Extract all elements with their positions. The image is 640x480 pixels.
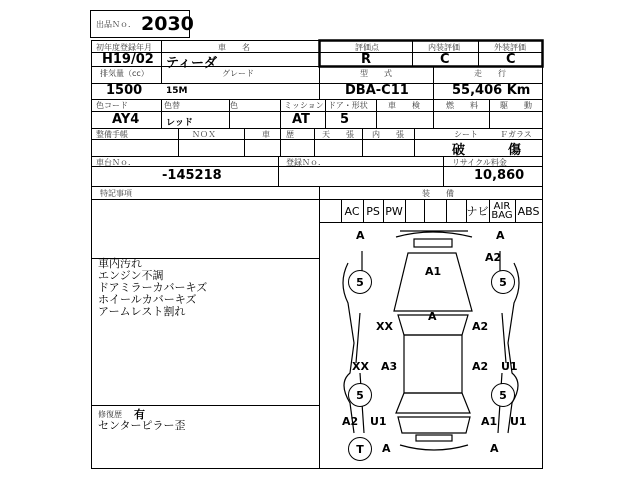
door-shape-value: 5 <box>340 112 350 127</box>
color-value: レッド <box>166 118 193 128</box>
mark-door-left-rear-1: XX <box>352 360 369 373</box>
mark-front-left: A <box>356 229 365 242</box>
door-shape-label: ドア・形状 <box>328 101 368 110</box>
interior-score-value: C <box>440 52 450 67</box>
exterior-score-value: C <box>506 52 516 67</box>
transmission-label: ミッション <box>284 101 324 110</box>
equip-navi: ナビ <box>466 204 489 218</box>
displacement-label: 排気量（cc） <box>100 69 149 78</box>
recycle-fee-label: リサイクル料金 <box>452 158 507 167</box>
mark-rear-right-1: A1 <box>481 415 498 428</box>
fuel-label: 燃 料 <box>446 101 478 110</box>
mark-rear-left-1: A2 <box>342 415 359 428</box>
fglass-label: Ｆガラス <box>500 130 532 139</box>
equip-ps: PS <box>366 204 380 218</box>
mark-door-left-rear-2: A3 <box>381 360 398 373</box>
mark-hood: A1 <box>425 265 442 278</box>
remark-item: 車内汚れ <box>98 257 142 270</box>
interior-score-label: 内装評価 <box>428 43 460 52</box>
circle-t: T <box>348 437 372 461</box>
equip-abs: ABS <box>517 204 540 218</box>
color-label: 色 <box>230 101 238 110</box>
mark-door-right-rear-1: A2 <box>472 360 489 373</box>
history-label: 車 歴 <box>262 130 294 139</box>
equip-blank-1 <box>405 200 424 222</box>
inspection-label: 車 検 <box>388 101 420 110</box>
mark-roof: A <box>428 310 437 323</box>
maintenance-label: 整備手帳 <box>96 130 128 139</box>
circle-front-right: 5 <box>491 270 515 294</box>
car-name-label: 車 名 <box>218 43 250 52</box>
recycle-fee-value: 10,860 <box>474 168 525 183</box>
equip-airbag: AIR BAG <box>491 201 513 221</box>
car-name-value: ティーダ <box>166 56 217 71</box>
score-label: 評価点 <box>355 43 379 52</box>
mark-door-right-rear-2: U1 <box>501 360 518 373</box>
repair-flag: 有 <box>134 408 145 421</box>
nox-label: ＮＯＸ <box>192 130 216 139</box>
transmission-value: AT <box>292 112 310 127</box>
equip-blank-3 <box>446 200 466 222</box>
score-value: R <box>361 52 372 67</box>
remarks-list <box>98 258 207 318</box>
color-code-value: AY4 <box>112 112 140 127</box>
mileage-value: 55,406 Km <box>452 83 531 98</box>
displacement-value: 1500 <box>106 83 143 98</box>
grade-value: 15M <box>166 86 188 96</box>
circle-front-left: 5 <box>348 270 372 294</box>
color-tone-label: 色替 <box>164 101 180 110</box>
first-reg-label: 初年度登録年月 <box>96 43 152 52</box>
repair-note: センターピラー歪 <box>98 419 186 432</box>
mark-rear-right-2: U1 <box>510 415 527 428</box>
equip-blank-2 <box>424 200 446 222</box>
seat-value: 破 <box>452 143 466 158</box>
mark-door-right-front: A2 <box>472 320 489 333</box>
equipment-label: 装 備 <box>422 189 454 198</box>
repair-history-label: 修復歴 <box>98 410 122 419</box>
equip-ac: AC <box>344 204 360 218</box>
equip-pw: PW <box>385 204 403 218</box>
drive-label: 駆 動 <box>500 101 532 110</box>
mark-pillar-left: XX <box>376 320 393 333</box>
seat-label: シート <box>454 130 478 139</box>
remark-item: エンジン不調 <box>98 269 164 282</box>
mark-bottom-left: A <box>382 442 391 455</box>
first-reg-value: H19/02 <box>102 52 154 67</box>
color-code-label: 色コード <box>96 101 128 110</box>
mileage-label: 走 行 <box>474 69 506 78</box>
remark-item: ホイールカバーキズ <box>98 293 197 306</box>
chassis-no-value: -145218 <box>162 168 222 183</box>
chassis-no-label: 車台Ｎｏ． <box>96 158 136 167</box>
mark-fender-right: A2 <box>485 251 502 264</box>
circle-rear-right: 5 <box>491 383 515 407</box>
mark-bottom-right: A <box>490 442 499 455</box>
circle-rear-left: 5 <box>348 383 372 407</box>
interior-trim-label: 内 張 <box>372 130 404 139</box>
remarks-label: 特記事項 <box>100 189 132 198</box>
model-value: DBA-C11 <box>345 83 409 98</box>
model-label: 型 式 <box>360 69 392 78</box>
exhibit-number-label: 出品Ｎｏ． <box>96 20 136 29</box>
reg-no-label: 登録Ｎｏ． <box>286 158 326 167</box>
grade-label: グレード <box>222 69 254 78</box>
exhibit-number: 2030 <box>141 13 194 35</box>
remark-item: アームレスト割れ <box>98 305 186 318</box>
fglass-value: 傷 <box>508 143 522 158</box>
roof-label: 天 張 <box>322 130 354 139</box>
mark-front-right: A <box>496 229 505 242</box>
mark-rear-left-2: U1 <box>370 415 387 428</box>
car-diagram <box>320 223 542 468</box>
remark-item: ドアミラーカバーキズ <box>98 281 208 294</box>
exterior-score-label: 外装評価 <box>494 43 526 52</box>
